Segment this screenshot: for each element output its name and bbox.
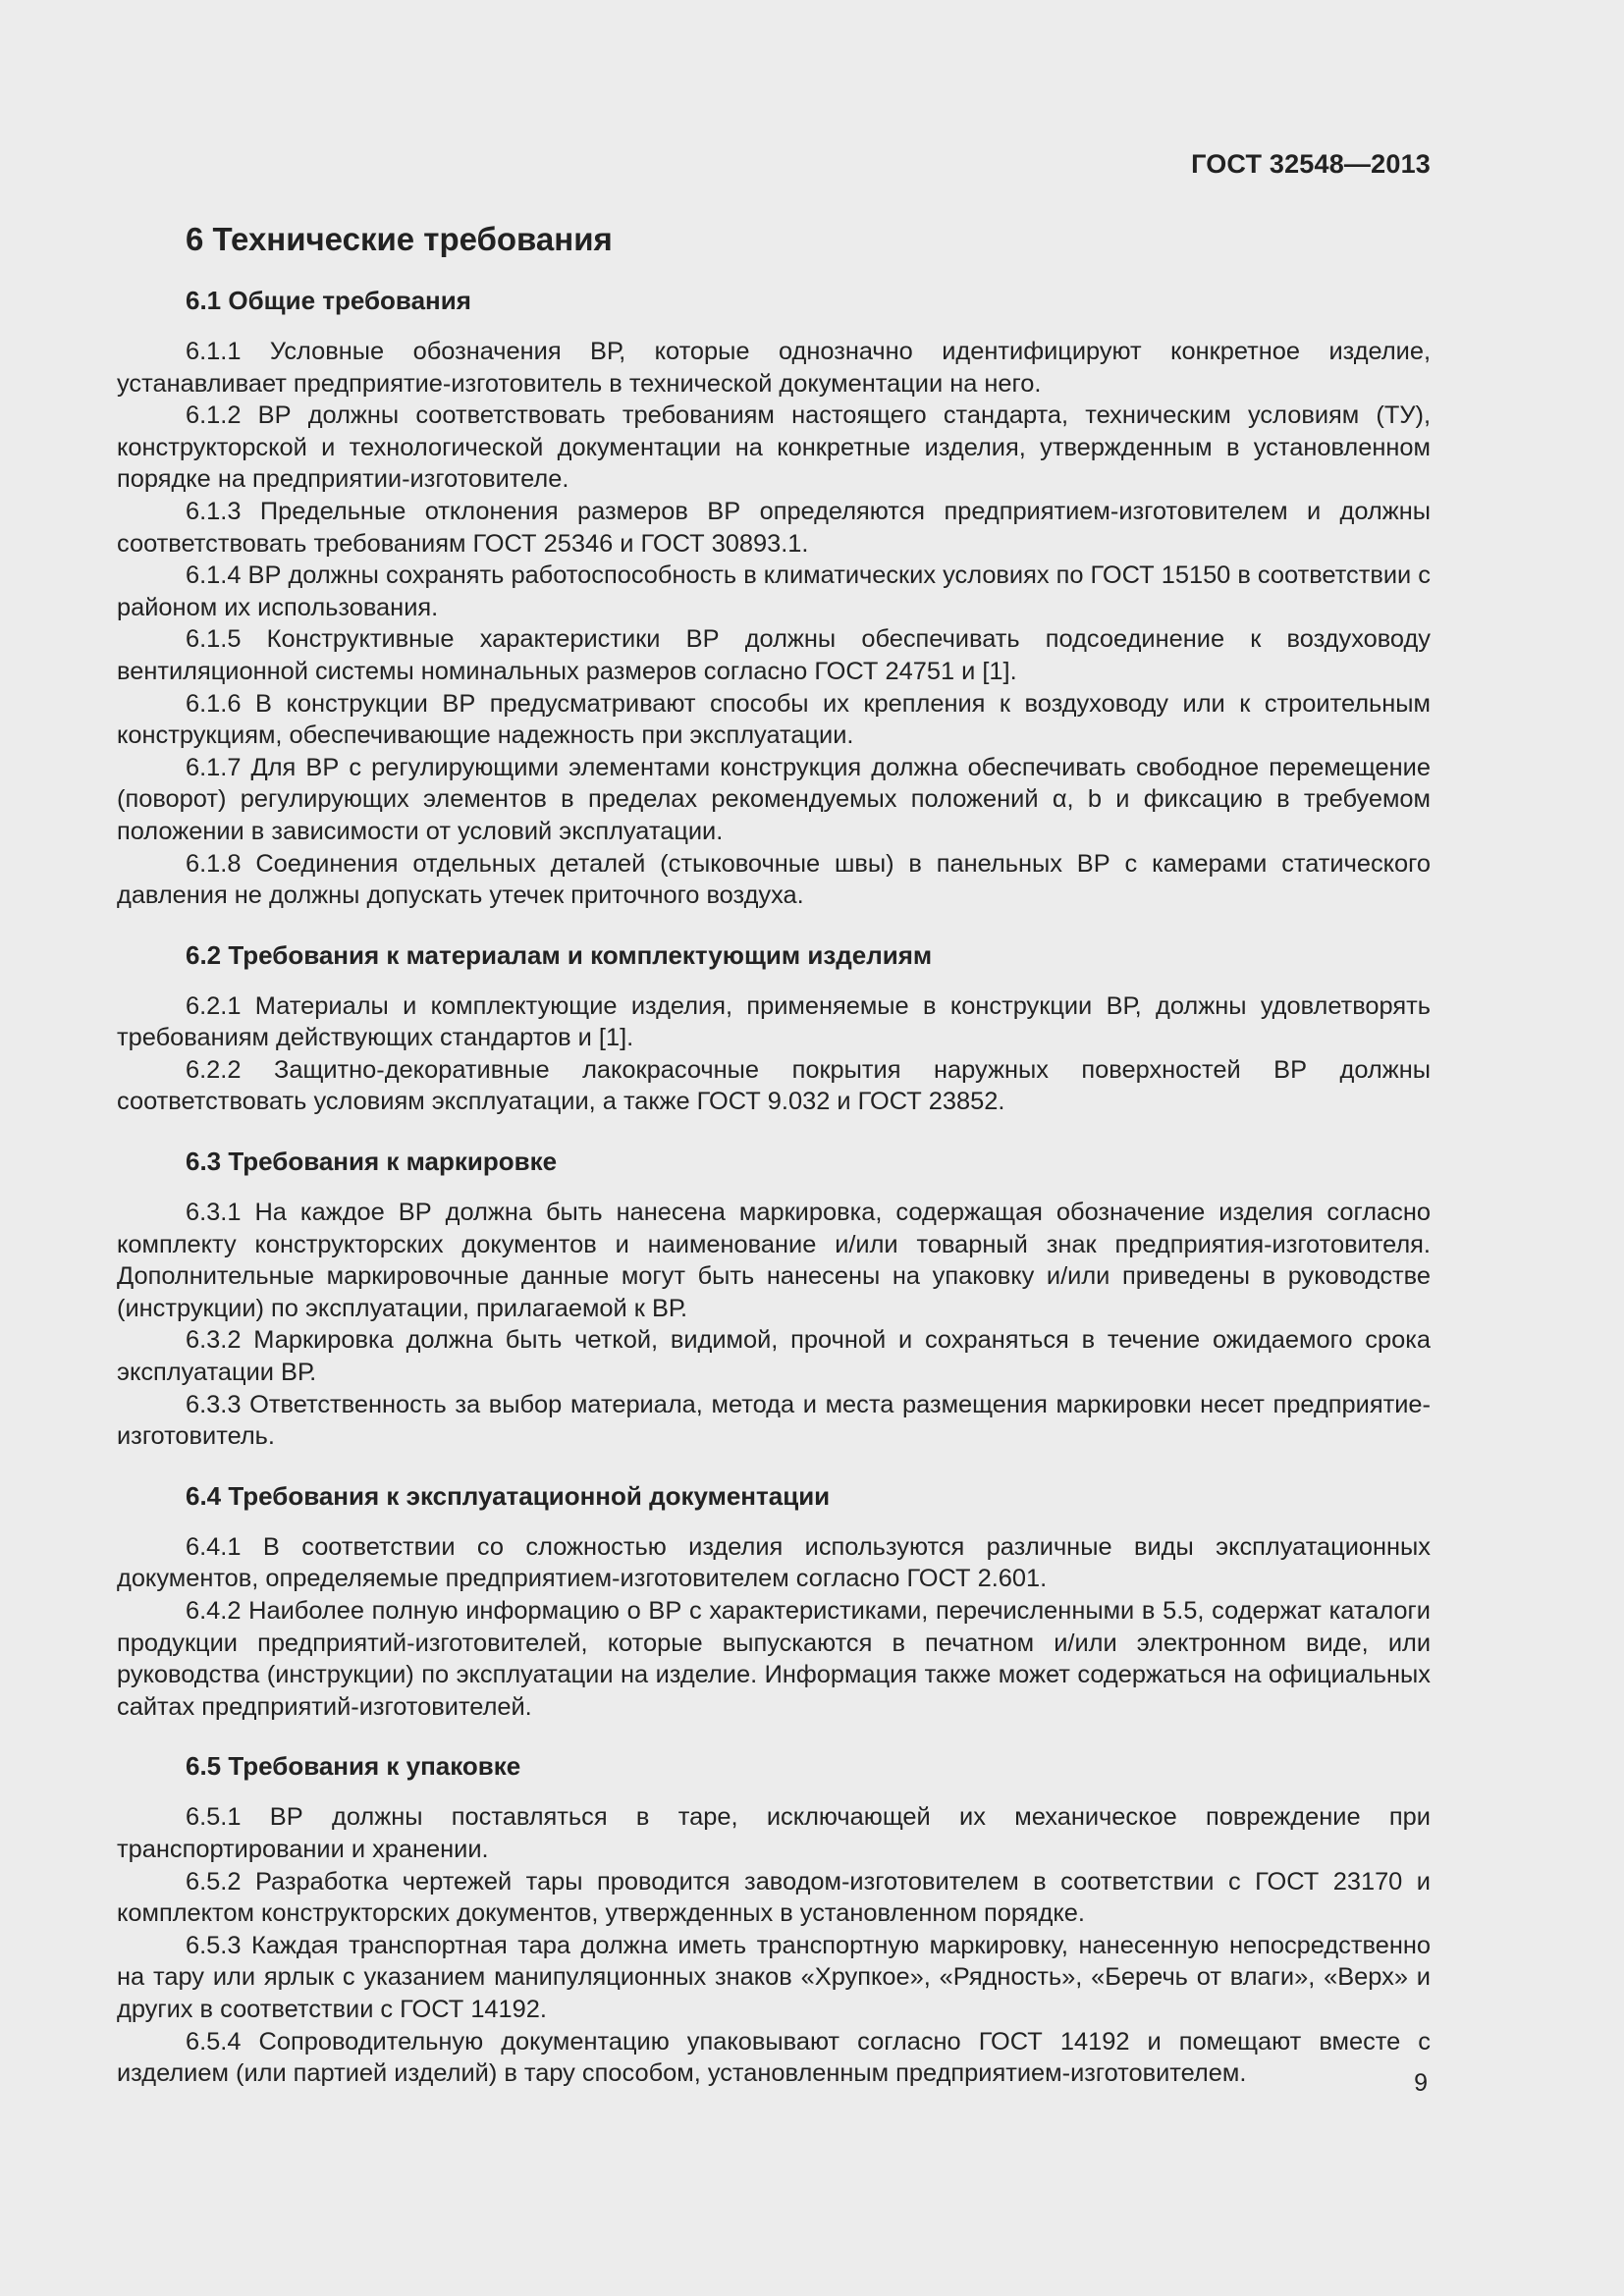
document-code: ГОСТ 32548—2013 bbox=[1191, 149, 1431, 179]
subsection-6-2 bbox=[117, 937, 1431, 1118]
subsection-6-1 bbox=[117, 283, 1431, 912]
paragraph: 6.2.2 Защитно-декоративные лакокрасочные покрытия наружных поверхностей ВР должны соответствовать условиям эксплуатации, а также ГОСТ 9.032 и ГОСТ 23852. bbox=[117, 1055, 1431, 1116]
subsection-title: 6.5 Требования к упаковке bbox=[186, 1751, 521, 1782]
paragraph: 6.4.2 Наиболее полную информацию о ВР с характеристиками, перечисленными в 5.5, содержат каталоги продукции предприятий-изготовителей, которые выпускаются в печатном и/или электронном виде, или руководства (инструкции) по эксплуатации на изделие. Информация также может содержаться на официальных сайтах предприятий-изготовителей. bbox=[117, 1597, 1431, 1721]
paragraph: 6.1.4 ВР должны сохранять работоспособность в климатических условиях по ГОСТ 15150 в соответствии с районом их использования. bbox=[117, 561, 1431, 621]
subsection-title: 6.2 Требования к материалам и комплектующим изделиям bbox=[186, 939, 933, 970]
paragraph: 6.1.2 ВР должны соответствовать требованиям настоящего стандарта, техническим условиям (ТУ), конструкторской и технологической документации на конкретные изделия, утвержденным в установленном порядке на предприятии-изготовителе. bbox=[117, 401, 1431, 494]
paragraph: 6.1.1 Условные обозначения ВР, которые однозначно идентифицируют конкретное изделие, устанавливает предприятие-изготовитель в технической документации на него. bbox=[117, 338, 1431, 398]
paragraph: 6.1.5 Конструктивные характеристики ВР должны обеспечивать подсоединение к воздуховоду вентиляционной системы номинальных размеров согласно ГОСТ 24751 и [1]. bbox=[117, 625, 1431, 685]
section-title: 6 Технические требования bbox=[186, 221, 613, 257]
paragraph: 6.2.1 Материалы и комплектующие изделия, применяемые в конструкции ВР, должны удовлетворять требованиям действующих стандартов и [1]. bbox=[117, 991, 1431, 1052]
page-number: 9 bbox=[1414, 2069, 1428, 2097]
paragraph: 6.1.3 Предельные отклонения размеров ВР определяются предприятием-изготовителем и должны соответствовать требованиям ГОСТ 25346 и ГОСТ 30893.1. bbox=[117, 497, 1431, 558]
paragraph: 6.5.2 Разработка чертежей тары проводится заводом-изготовителем в соответствии с ГОСТ 23170 и комплектом конструкторских документов, утвержденных в установленном порядке. bbox=[117, 1867, 1431, 1928]
paragraph: 6.1.6 В конструкции ВР предусматривают способы их крепления к воздуховоду или к строительным конструкциям, обеспечивающие надежность при эксплуатации. bbox=[117, 689, 1431, 750]
subsection-title: 6.4 Требования к эксплуатационной документации bbox=[186, 1480, 831, 1511]
paragraph: 6.5.1 ВР должны поставляться в таре, исключающей их механическое повреждение при транспортировании и хранении. bbox=[117, 1803, 1431, 1863]
paragraph: 6.1.7 Для ВР с регулирующими элементами конструкция должна обеспечивать свободное перемещение (поворот) регулирующих элементов в пределах рекомендуемых положений α, b и фиксацию в требуемом положении в зависимости от условий эксплуатации. bbox=[117, 753, 1431, 845]
subsection-title: 6.1 Общие требования bbox=[186, 286, 471, 315]
paragraph: 6.3.3 Ответственность за выбор материала, метода и места размещения маркировки несет предприятие-изготовитель. bbox=[117, 1390, 1431, 1451]
subsection-6-3 bbox=[117, 1144, 1431, 1453]
page-content bbox=[117, 218, 1431, 2115]
paragraph: 6.3.1 На каждое ВР должна быть нанесена маркировка, содержащая обозначение изделия согласно комплекту конструкторских документов и наименование и/или товарный знак предприятия-изготовителя. Дополнительные маркировочные данные могут быть нанесены на упаковку и/или приведены в руководстве (инструкции) по эксплуатации, прилагаемой к ВР. bbox=[117, 1199, 1431, 1322]
paragraph: 6.5.4 Сопроводительную документацию упаковывают согласно ГОСТ 14192 и помещают вместе с изделием (или партией изделий) в тару способом, установленным предприятием-изготовителем. bbox=[117, 2027, 1431, 2088]
subsection-6-4 bbox=[117, 1478, 1431, 1724]
paragraph: 6.4.1 В соответствии со сложностью изделия используются различные виды эксплуатационных документов, определяемые предприятием-изготовителем согласно ГОСТ 2.601. bbox=[117, 1532, 1431, 1593]
subsection-title: 6.3 Требования к маркировке bbox=[186, 1147, 558, 1177]
paragraph: 6.3.2 Маркировка должна быть четкой, видимой, прочной и сохраняться в течение ожидаемого срока эксплуатации ВР. bbox=[117, 1326, 1431, 1387]
subsection-6-5 bbox=[117, 1748, 1431, 2089]
paragraph: 6.1.8 Соединения отдельных деталей (стыковочные швы) в панельных ВР с камерами статического давления не должны допускать утечек приточного воздуха. bbox=[117, 849, 1431, 910]
paragraph: 6.5.3 Каждая транспортная тара должна иметь транспортную маркировку, нанесенную непосредственно на тару или ярлык с указанием манипуляционных знаков «Хрупкое», «Рядность», «Беречь от влаги», «Верх» и других в соответствии с ГОСТ 14192. bbox=[117, 1931, 1431, 2023]
